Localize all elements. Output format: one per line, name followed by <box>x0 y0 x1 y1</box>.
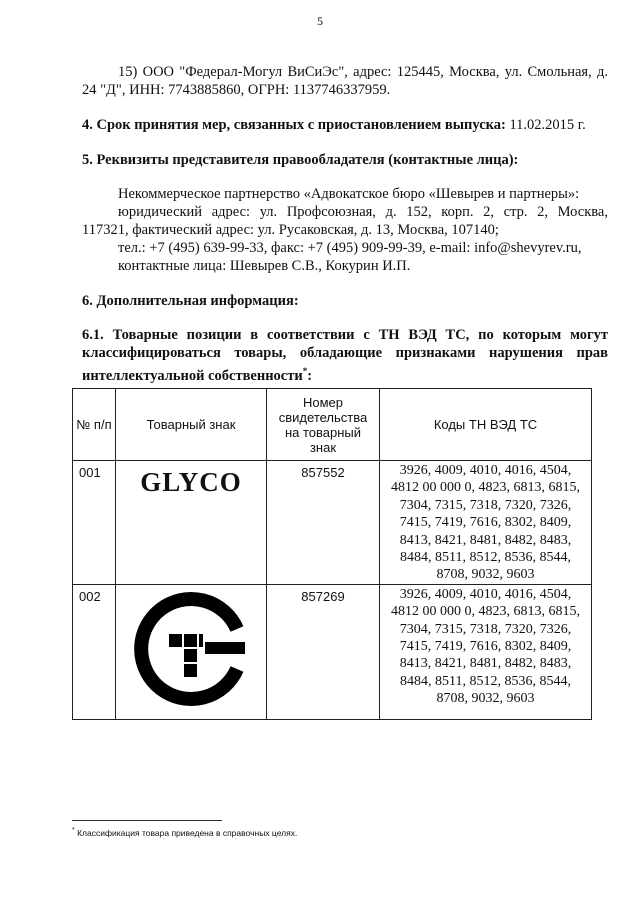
trademark-table <box>72 388 592 720</box>
cert-number: 857269 <box>267 584 380 719</box>
footnote <box>72 827 297 838</box>
footnote-text: Классификация товара приведена в справочных целях. <box>77 827 298 838</box>
table-row <box>73 584 592 719</box>
cert-number: 857552 <box>267 461 380 585</box>
section5-line4: тел.: +7 (495) 639-99-33, факс: +7 (495) 909-99-39, e-mail: info@shevyrev.ru, <box>118 240 582 256</box>
trademark-cell <box>116 461 267 585</box>
header-mark: Товарный знак <box>116 389 267 461</box>
glyco-wordmark: GLYCO <box>140 467 242 497</box>
row-num: 001 <box>73 461 116 585</box>
code-line: 4812 00 000 0, 4823, 6813, 6815, <box>391 480 580 496</box>
codes-cell <box>380 584 592 719</box>
section5-line2: юридический адрес: ул. Профсоюзная, д. 152, корп. 2, стр. 2, Москва, <box>118 204 608 220</box>
section5-heading: 5. Реквизиты представителя правообладателя (контактные лица): <box>82 152 519 168</box>
code-line: 7304, 7315, 7318, 7320, 7326, <box>399 621 572 637</box>
footnote-ref-mark: * <box>302 366 308 376</box>
circular-logo-icon <box>129 587 253 711</box>
row-num: 002 <box>73 584 116 719</box>
footnote-divider <box>72 820 222 821</box>
section4-heading: 4. Срок принятия мер, связанных с приостановлением выпуска: <box>82 117 506 133</box>
header-cert: Номер свидетельства на товарный знак <box>267 389 380 461</box>
section4-value: 11.02.2015 г. <box>509 117 586 133</box>
codes-cell <box>380 461 592 585</box>
code-line: 8708, 9032, 9603 <box>436 691 535 707</box>
code-line: 3926, 4009, 4010, 4016, 4504, <box>399 586 572 602</box>
section5-line3: 117321, фактический адрес: ул. Русаковская, д. 13, Москва, 107140; <box>82 222 499 238</box>
code-line: 7415, 7419, 7616, 8302, 8409, <box>399 639 572 655</box>
page-number: 5 <box>317 14 323 28</box>
header-codes: Коды ТН ВЭД ТС <box>380 389 592 461</box>
code-line: 8413, 8421, 8481, 8482, 8483, <box>399 656 572 672</box>
item15-line1: 15) ООО "Федерал-Могул ВиСиЭс", адрес: 125445, Москва, ул. Смольная, д. <box>118 64 608 80</box>
section6-heading: 6. Дополнительная информация: <box>82 293 299 309</box>
table-header-row <box>73 389 592 461</box>
trademark-cell <box>116 584 267 719</box>
header-num: № п/п <box>73 389 116 461</box>
section6-sub-line1: 6.1. Товарные позиции в соответствии с ТН ВЭД ТС, по которым могут <box>82 327 608 343</box>
code-line: 8484, 8511, 8512, 8536, 8544, <box>400 550 571 566</box>
section6-sub-line3 <box>82 362 312 385</box>
section5-line5: контактные лица: Шевырев С.В., Кокурин И.П. <box>118 258 411 274</box>
footnote-mark: * <box>72 827 75 834</box>
code-line: 7415, 7419, 7616, 8302, 8409, <box>399 515 572 531</box>
code-line: 8413, 8421, 8481, 8482, 8483, <box>399 532 572 548</box>
code-line: 7304, 7315, 7318, 7320, 7326, <box>399 497 572 513</box>
section6-sub-line2: классифицироваться товары, обладающие признаками нарушения прав <box>82 345 608 361</box>
code-line: 8708, 9032, 9603 <box>436 567 535 583</box>
code-line: 3926, 4009, 4010, 4016, 4504, <box>399 463 572 478</box>
section5-line1: Некоммерческое партнерство «Адвокатское бюро «Шевырев и партнеры»: <box>118 186 580 202</box>
code-line: 4812 00 000 0, 4823, 6813, 6815, <box>391 604 580 620</box>
item15-line2: 24 "Д", ИНН: 7743885860, ОГРН: 1137746337959. <box>82 82 391 98</box>
table-row <box>73 461 592 585</box>
section6-sub-line3-colon: : <box>307 367 313 384</box>
section4 <box>82 116 586 134</box>
section6-sub-line3-text: интеллектуальной собственности <box>82 367 303 384</box>
code-line: 8484, 8511, 8512, 8536, 8544, <box>400 673 571 689</box>
